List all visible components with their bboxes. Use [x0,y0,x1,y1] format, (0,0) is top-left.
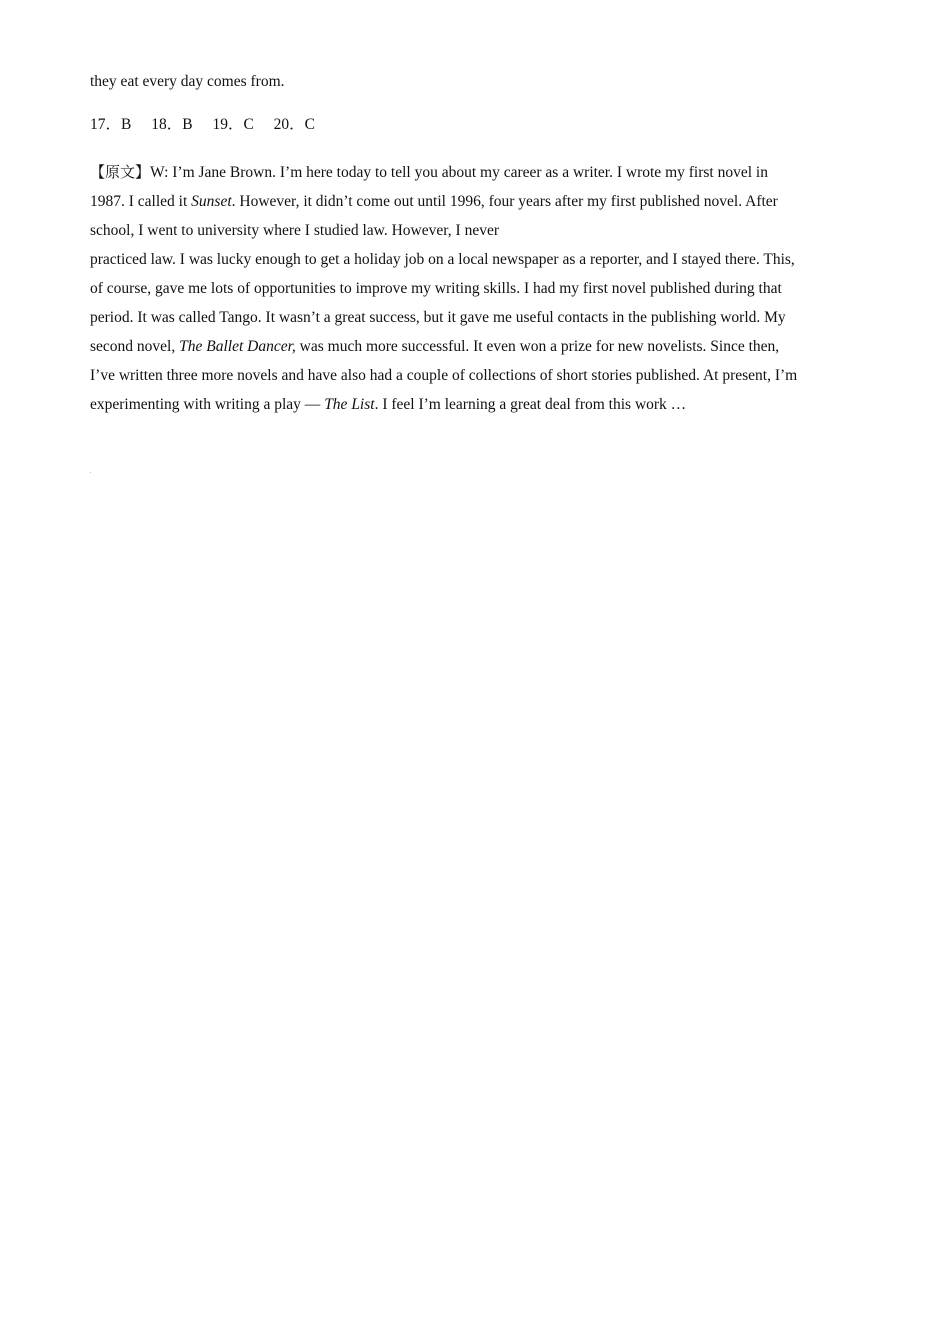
transcript-label: 【原文】 [90,163,151,181]
transcript-line: 【原文】W: I’m Jane Brown. I’m here today to tell you about my career as a writer. I wrote my first novel in [90,163,768,181]
transcript-line: experimenting with writing a play — The List. I feel I’m learning a great deal from this work … [90,396,687,413]
answer-19: 19．C [212,116,254,133]
answer-18: 18．B [151,116,193,133]
transcript-line: school, I went to university where I studied law. However, I never [90,222,500,239]
stray-mark [90,472,91,473]
transcript-line: of course, gave me lots of opportunities to improve my writing skills. I had my first novel published during that [90,280,782,297]
answer-17: 17．B [90,116,132,133]
transcript-line: period. It was called Tango. It wasn’t a great success, but it gave me useful contacts in the publishing world. My [90,309,786,326]
transcript-line: second novel, The Ballet Dancer, was much more successful. It even won a prize for new novelists. Since then, [90,338,780,355]
novel-title-sunset: Sunset [191,193,232,210]
transcript-paragraph [90,158,860,419]
play-title-the-list: The List [324,396,375,413]
transcript-line: practiced law. I was lucky enough to get a holiday job on a local newspaper as a reporter, and I stayed there. This, [90,251,795,268]
answer-key [90,115,331,135]
transcript-line: 1987. I called it Sunset. However, it didn’t come out until 1996, four years after my first published novel. After [90,193,778,210]
transcript-line: I’ve written three more novels and have also had a couple of collections of short stories published. At present, I’m [90,367,798,384]
novel-title-ballet-dancer: The Ballet Dancer, [179,338,296,355]
answer-20: 20．C [273,116,315,133]
continued-text-line: they eat every day comes from. [90,73,285,90]
